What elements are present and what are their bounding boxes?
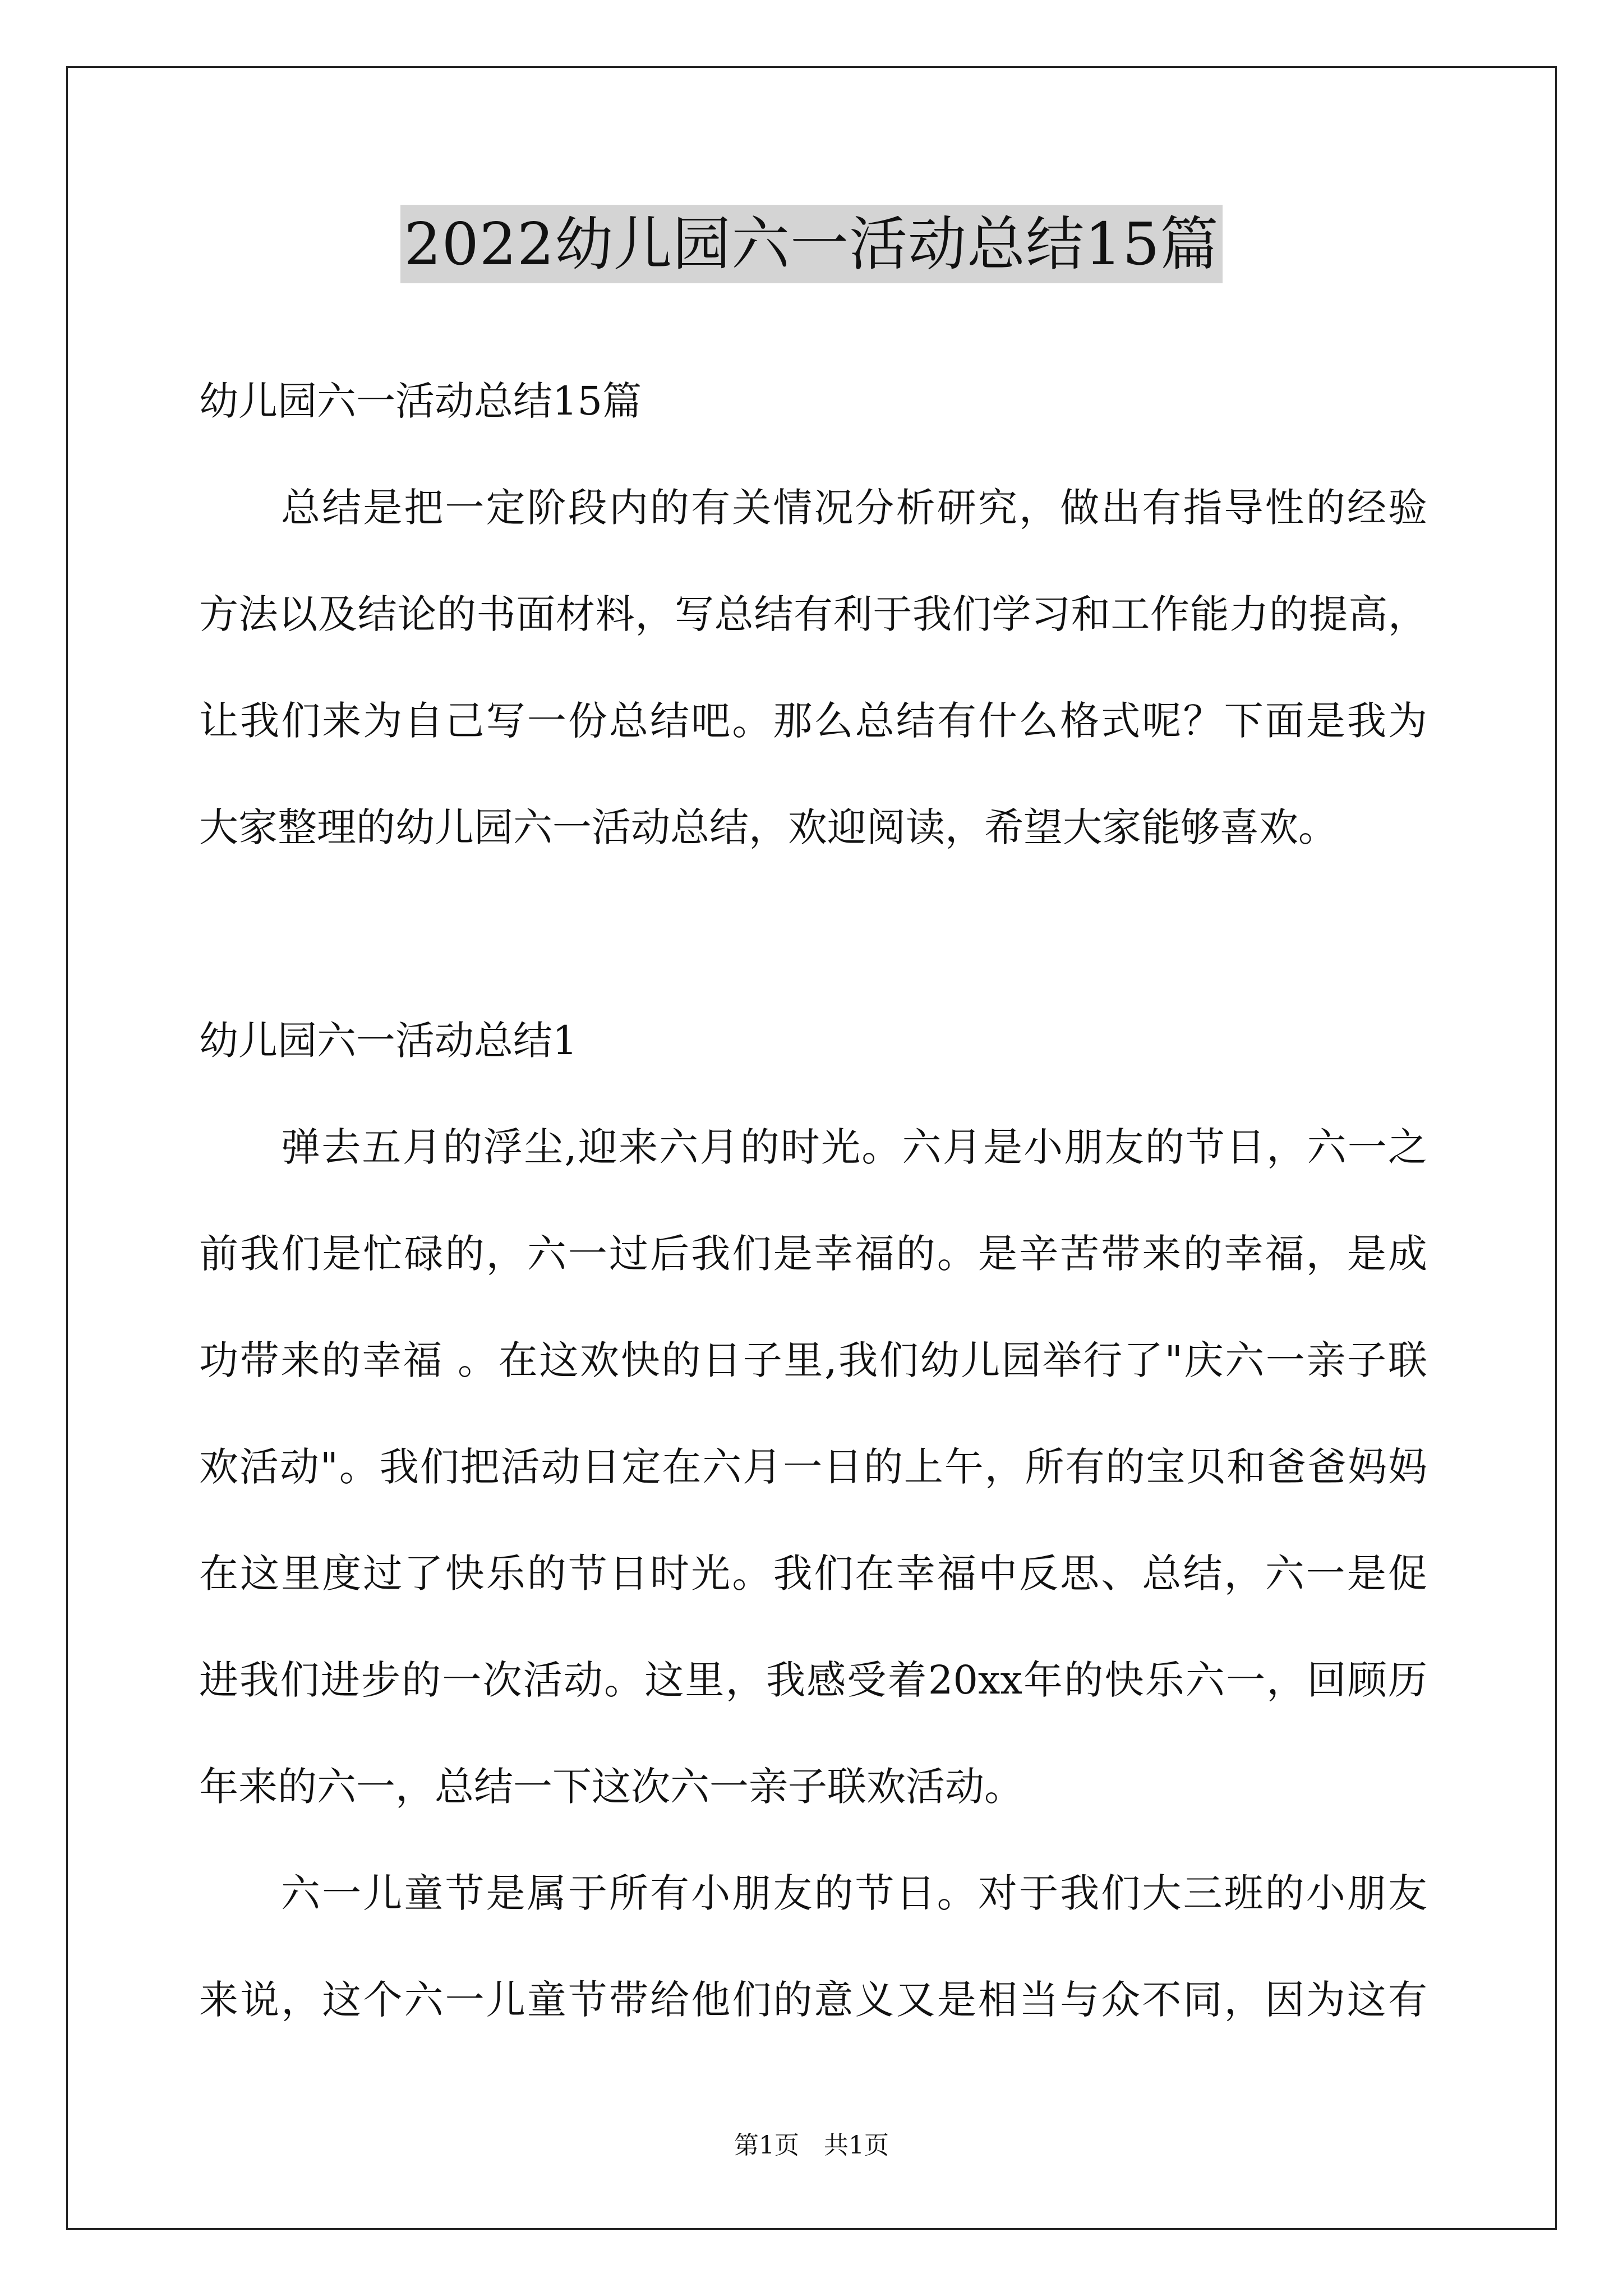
para1-line-6: 进我们进步的一次活动。这里，我感受着20xx年的快乐六一，回顾历 xyxy=(199,1657,1427,1703)
section-heading: 幼儿园六一活动总结1 xyxy=(199,1018,578,1064)
intro-line-3: 让我们来为自己写一份总结吧。那么总结有什么格式呢？下面是我为 xyxy=(199,698,1427,744)
document-title: 2022幼儿园六一活动总结15篇 xyxy=(400,205,1222,283)
intro-line-4: 大家整理的幼儿园六一活动总结，欢迎阅读，希望大家能够喜欢。 xyxy=(199,804,1338,850)
para1-line-1: 弹去五月的浮尘,迎来六月的时光。六月是小朋友的节日，六一之 xyxy=(281,1124,1427,1170)
para2-line-1: 六一儿童节是属于所有小朋友的节日。对于我们大三班的小朋友 xyxy=(281,1870,1427,1916)
intro-line-1: 总结是把一定阶段内的有关情况分析研究，做出有指导性的经验 xyxy=(281,485,1427,531)
document-subtitle: 幼儿园六一活动总结15篇 xyxy=(199,378,642,424)
para1-line-2: 前我们是忙碌的，六一过后我们是幸福的。是辛苦带来的幸福，是成 xyxy=(199,1231,1427,1277)
paragraph-spacer xyxy=(199,881,1427,987)
para2-line-2: 来说，这个六一儿童节带给他们的意义又是相当与众不同，因为这有 xyxy=(199,1977,1427,2023)
para1-line-4: 欢活动"。我们把活动日定在六月一日的上午，所有的宝贝和爸爸妈妈 xyxy=(199,1444,1427,1490)
title-container xyxy=(0,205,1623,283)
document-body xyxy=(199,348,1427,2053)
page-footer: 第1页 共1页 xyxy=(734,2131,889,2160)
intro-line-2: 方法以及结论的书面材料，写总结有利于我们学习和工作能力的提高， xyxy=(199,591,1427,637)
para1-line-7: 年来的六一，总结一下这次六一亲子联欢活动。 xyxy=(199,1764,1023,1810)
para1-line-5: 在这里度过了快乐的节日时光。我们在幸福中反思、总结，六一是促 xyxy=(199,1550,1427,1596)
para1-line-3: 功带来的幸福 。在这欢快的日子里,我们幼儿园举行了"庆六一亲子联 xyxy=(199,1337,1427,1383)
